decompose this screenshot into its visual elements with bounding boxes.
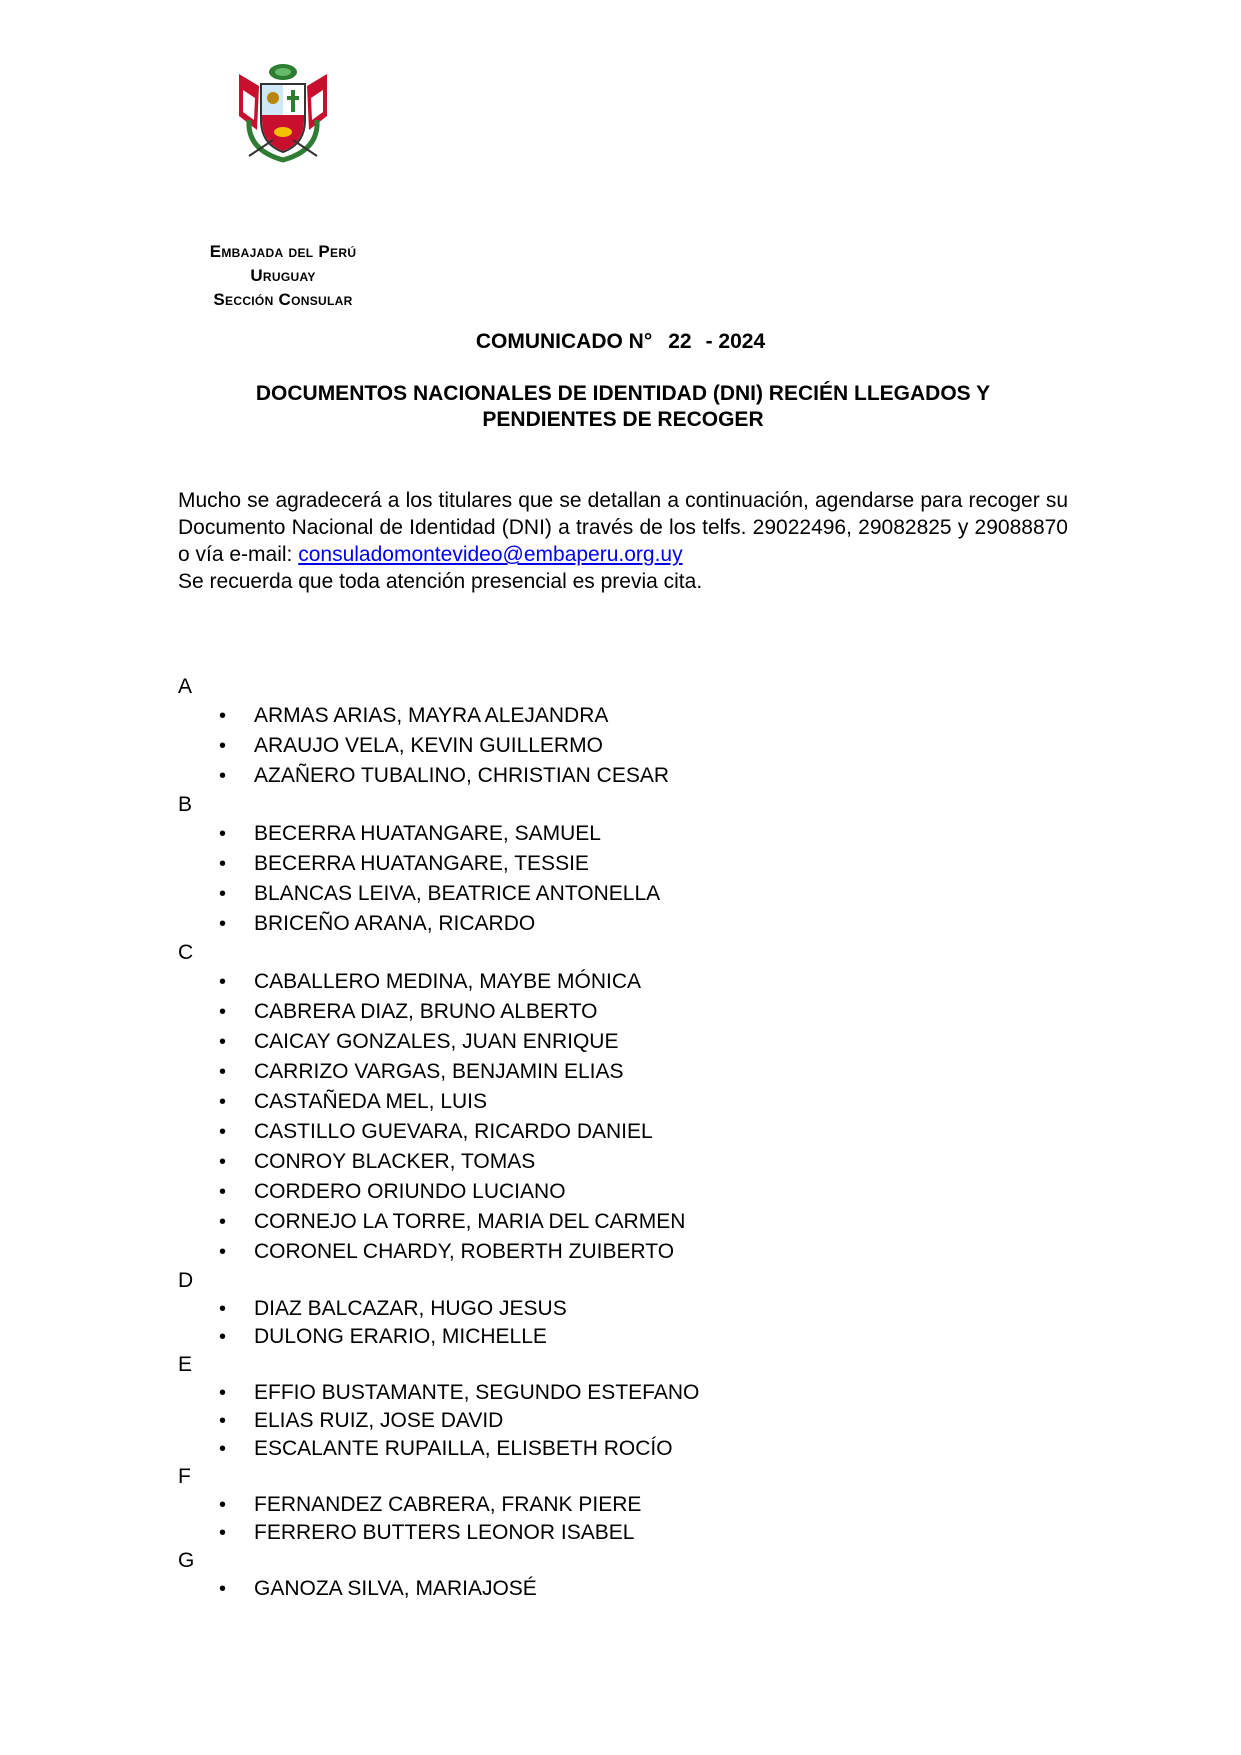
list-item [178,849,1058,879]
list-item [178,1519,1058,1547]
bullet-icon: • [219,1031,227,1053]
person-name: CONROY BLACKER, TOMAS [254,1150,536,1173]
person-name: CABRERA DIAZ, BRUNO ALBERTO [254,1000,598,1023]
bullet-icon: • [219,1061,227,1083]
bullet-icon: • [219,1578,227,1600]
embassy-section: Sección Consular [213,290,353,309]
communique-year: - 2024 [705,330,766,353]
bullet-icon: • [219,705,227,727]
list-item [178,731,1058,761]
person-name: ELIAS RUIZ, JOSE DAVID [254,1409,504,1432]
bullet-icon: • [219,1494,227,1516]
bullet-icon: • [219,1091,227,1113]
group-letter: B [178,793,193,816]
list-item [178,1027,1058,1057]
person-name: CORONEL CHARDY, ROBERTH ZUIBERTO [254,1240,675,1263]
person-name: DIAZ BALCAZAR, HUGO JESUS [254,1297,567,1320]
person-name: ARAUJO VELA, KEVIN GUILLERMO [254,734,603,757]
list-item [178,1177,1058,1207]
bullet-icon: • [219,1410,227,1432]
list-item [178,997,1058,1027]
bullet-icon: • [219,1298,227,1320]
list-item [178,1207,1058,1237]
group-letter: G [178,1549,195,1572]
bullet-icon: • [219,1241,227,1263]
person-name: ARMAS ARIAS, MAYRA ALEJANDRA [254,704,609,727]
person-name: CABALLERO MEDINA, MAYBE MÓNICA [254,970,642,993]
person-name: FERRERO BUTTERS LEONOR ISABEL [254,1521,635,1544]
names-list [178,673,1058,1603]
list-item [178,1323,1058,1351]
group-letter: F [178,1465,191,1488]
email-link[interactable]: consuladomontevideo@embaperu.org.uy [298,543,683,566]
bullet-icon: • [219,1121,227,1143]
person-name: CORDERO ORIUNDO LUCIANO [254,1180,566,1203]
subject-line-1: DOCUMENTOS NACIONALES DE IDENTIDAD (DNI) RECIÉN LLEGADOS Y [255,382,991,405]
person-name: BLANCAS LEIVA, BEATRICE ANTONELLA [254,882,661,905]
person-name: ESCALANTE RUPAILLA, ELISBETH ROCÍO [254,1437,673,1460]
communique-number: 22 [668,330,692,353]
bullet-icon: • [219,1522,227,1544]
person-name: BRICEÑO ARANA, RICARDO [254,912,536,935]
person-name: CARRIZO VARGAS, BENJAMIN ELIAS [254,1060,624,1083]
person-name: BECERRA HUATANGARE, SAMUEL [254,822,601,845]
bullet-icon: • [219,853,227,875]
list-item [178,1295,1058,1323]
list-item [178,1147,1058,1177]
letterhead [168,60,398,312]
list-item [178,819,1058,849]
bullet-icon: • [219,971,227,993]
group-letter: D [178,1269,194,1292]
bullet-icon: • [219,1326,227,1348]
reminder-text: Se recuerda que toda atención presencial es previa cita. [178,570,703,593]
embassy-country: Uruguay [250,266,316,285]
peru-coat-of-arms-icon [229,60,337,170]
person-name: BECERRA HUATANGARE, TESSIE [254,852,589,875]
person-name: CORNEJO LA TORRE, MARIA DEL CARMEN [254,1210,686,1233]
person-name: FERNANDEZ CABRERA, FRANK PIERE [254,1493,642,1516]
bullet-icon: • [219,913,227,935]
bullet-icon: • [219,1438,227,1460]
person-name: CASTILLO GUEVARA, RICARDO DANIEL [254,1120,653,1143]
bullet-icon: • [219,1382,227,1404]
list-item [178,967,1058,997]
group-letter: C [178,941,194,964]
person-name: AZAÑERO TUBALINO, CHRISTIAN CESAR [254,764,670,787]
person-name: CAICAY GONZALES, JUAN ENRIQUE [254,1030,619,1053]
bullet-icon: • [219,883,227,905]
list-item [178,1117,1058,1147]
person-name: DULONG ERARIO, MICHELLE [254,1325,547,1348]
bullet-icon: • [219,1211,227,1233]
person-name: GANOZA SILVA, MARIAJOSÉ [254,1577,537,1600]
instructions-text: Mucho se agradecerá a los titulares que se detallan a continuación, agendarse para recoger su Documento Nacional de Identidad (DNI) a través de los telfs. 29022496, 29082825 y 29088870 o vía e-mail: [178,489,1068,566]
list-item [178,1435,1058,1463]
group-letter: A [178,675,193,698]
list-item [178,1491,1058,1519]
list-item [178,761,1058,791]
subject-line-2: PENDIENTES DE RECOGER [482,408,764,431]
bullet-icon: • [219,1181,227,1203]
bullet-icon: • [219,1001,227,1023]
list-item [178,879,1058,909]
list-item [178,1407,1058,1435]
body-text [178,487,1068,595]
title-prefix: COMUNICADO N° [475,330,653,353]
list-item [178,1057,1058,1087]
person-name: CASTAÑEDA MEL, LUIS [254,1090,488,1113]
list-item [178,909,1058,939]
list-item [178,1379,1058,1407]
bullet-icon: • [219,1151,227,1173]
list-item [178,1087,1058,1117]
communique-subject [178,381,1068,433]
bullet-icon: • [219,735,227,757]
list-item [178,1575,1058,1603]
person-name: EFFIO BUSTAMANTE, SEGUNDO ESTEFANO [254,1381,700,1404]
group-letter: E [178,1353,193,1376]
bullet-icon: • [219,823,227,845]
instructions-paragraph [178,487,1068,568]
list-item [178,1237,1058,1267]
embassy-name: Embajada del Perú [209,242,357,261]
list-item [178,701,1058,731]
communique-title [0,330,1241,354]
bullet-icon: • [219,765,227,787]
